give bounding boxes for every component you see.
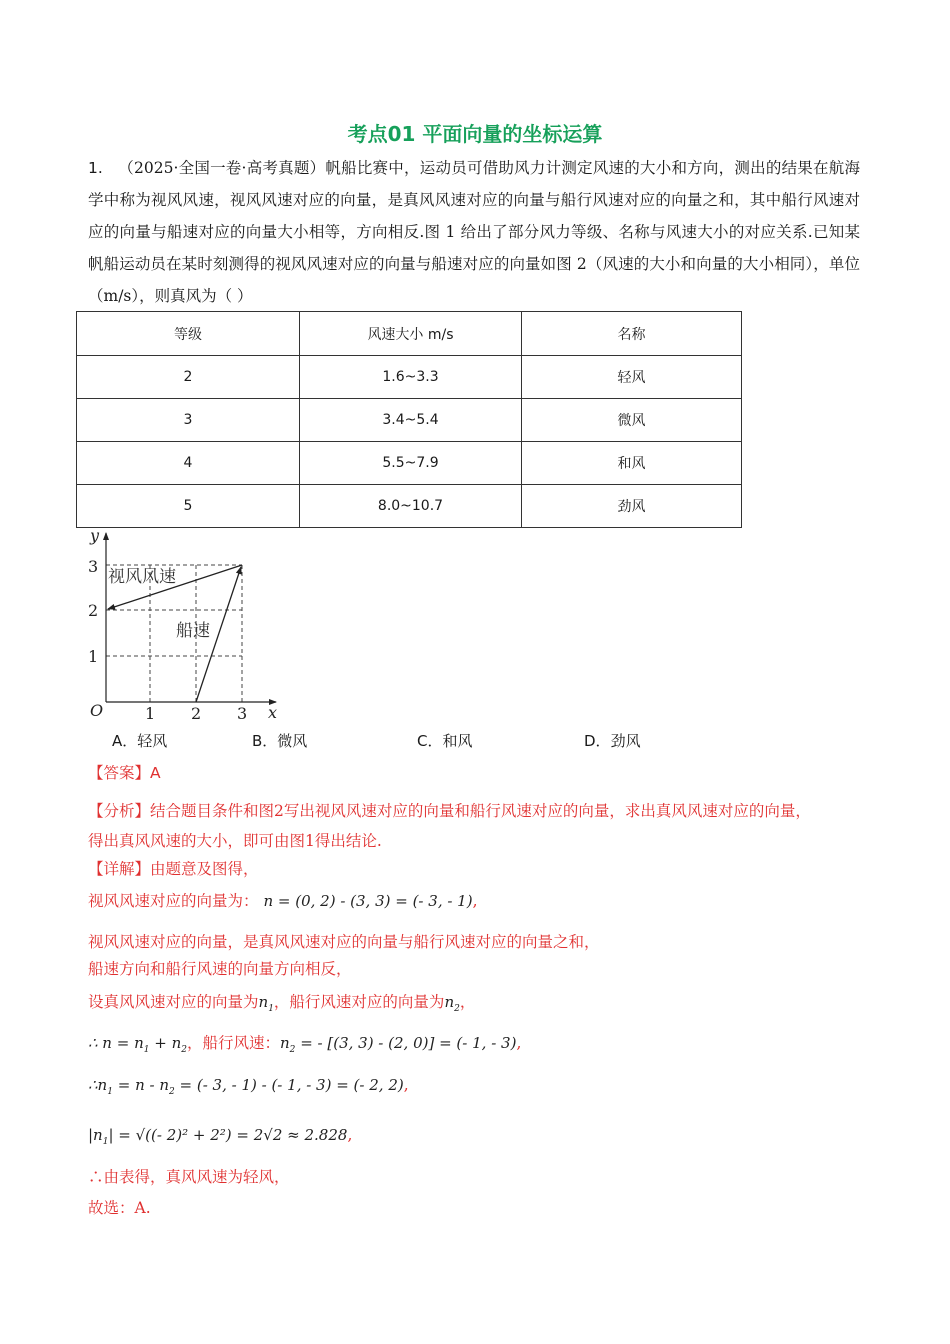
formula: $|n_1|$ = √((- 2)² + 2²) = 2√2 ≈ 2.828: [88, 1126, 348, 1147]
formula: $n_2$: [444, 993, 460, 1014]
table-cell: 3.4~5.4: [300, 399, 522, 442]
option-b[interactable]: [252, 730, 307, 751]
option-text: 劲风: [610, 732, 641, 750]
detail-lines-2-3: [88, 929, 878, 983]
detail-text: 视风风速对应的向量，是真风风速对应的向量与船行风速对应的向量之和，: [88, 933, 600, 951]
detail-line-8: ∴由表得，真风风速为轻风，: [88, 1168, 290, 1186]
analysis-block: [88, 796, 878, 856]
detail-line-6: $\therefore n_1 = n - n_2$ = (- 3, - 1) - (- 1, - 3) = (- 2, 2),: [88, 1076, 409, 1097]
table-cell: 劲风: [522, 485, 742, 528]
table-cell: 4: [77, 442, 300, 485]
x-tick-label: 1: [145, 704, 156, 723]
option-letter: D．: [584, 732, 611, 750]
table-cell: 1.6~3.3: [300, 356, 522, 399]
analysis-line: 得出真风风速的大小，即可由图1得出结论.: [88, 832, 382, 850]
table-header-row: [77, 312, 742, 356]
x-axis-label: x: [268, 703, 278, 722]
table-cell: 2: [77, 356, 300, 399]
detail-line-7: $|n_1|$ = √((- 2)² + 2²) = 2√2 ≈ 2.828,: [88, 1126, 353, 1147]
wind-table: [76, 311, 742, 528]
detail-text: 视风风速对应的向量为：: [88, 892, 259, 910]
table-header: 等级: [77, 312, 300, 356]
detail-text: 设真风风速对应的向量为: [88, 993, 259, 1011]
vector-figure: [80, 525, 295, 725]
y-axis-label: y: [90, 526, 100, 545]
detail-text: ，船行风速：: [186, 1034, 280, 1052]
question-body: 帆船比赛中，运动员可借助风力计测定风速的大小和方向，测出的结果在航海学中称为视风风速，视风风速对应的向量，是真风风速对应的向量与船行风速对应的向量之和，其中船行风速对应的向量与船速对应的向量大小相等，方向相反.图 1 给出了部分风力等级、名称与风速大小的对应关系.已知某帆船运动员在某时刻测得的视风风速对应的向量与船速对应的向量如图 2（风速的大小和向量的大小相同），单位（m/s），则真风为（ ）: [88, 159, 860, 305]
table-cell: 8.0~10.7: [300, 485, 522, 528]
analysis-label: 【分析】: [88, 802, 151, 820]
table-header: 风速大小 m/s: [300, 312, 522, 356]
analysis-line: 结合题目条件和图2写出视风风速对应的向量和船行风速对应的向量，求出真风风速对应的向量，: [150, 802, 811, 820]
punctuation: ，: [459, 993, 476, 1011]
option-d[interactable]: [584, 730, 641, 751]
page-title: 考点01 平面向量的坐标运算: [347, 122, 603, 146]
detail-text: ，船行风速对应的向量为: [273, 993, 445, 1011]
origin-label: O: [90, 701, 104, 720]
answer-value: A: [150, 764, 161, 782]
question-text: [88, 152, 860, 312]
detail-line-4: [88, 991, 878, 1020]
detail-text: 船速方向和船行风速的向量方向相反，: [88, 960, 352, 978]
option-c[interactable]: [417, 730, 473, 751]
answer-options: [0, 730, 950, 756]
detail-label: 【详解】: [88, 860, 151, 878]
option-text: 轻风: [137, 732, 168, 750]
detail-line-1: [88, 890, 878, 912]
y-tick-label: 1: [88, 647, 99, 666]
punctuation: ,: [472, 892, 478, 910]
option-letter: A．: [112, 732, 138, 750]
formula: $\therefore n_1 = n - n_2$ = (- 3, - 1) - (- 1, - 3) = (- 2, 2): [88, 1076, 404, 1097]
table-header: 名称: [522, 312, 742, 356]
option-letter: B．: [252, 732, 278, 750]
table-cell: 3: [77, 399, 300, 442]
detail-intro: [88, 858, 878, 880]
formula: $n_1$: [258, 993, 274, 1014]
table-cell: 5.5~7.9: [300, 442, 522, 485]
option-text: 微风: [277, 732, 308, 750]
formula: n = (0, 2) - (3, 3) = (- 3, - 1): [263, 892, 473, 910]
table-cell: 微风: [522, 399, 742, 442]
apparent-wind-label: 视风风速: [108, 567, 176, 587]
x-tick-label: 3: [237, 704, 248, 723]
table-row: [77, 442, 742, 485]
y-tick-label: 2: [88, 601, 99, 620]
detail-text: 由题意及图得，: [150, 860, 259, 878]
formula: $n_2$ = - [(3, 3) - (2, 0)] = (- 1, - 3): [280, 1034, 517, 1055]
question-source: （2025·全国一卷·高考真题）: [118, 159, 326, 177]
option-letter: C．: [417, 732, 443, 750]
answer-label: 【答案】: [88, 764, 151, 782]
answer-line: [88, 762, 878, 784]
detail-line-9: 故选：A.: [88, 1199, 151, 1217]
table-cell: 轻风: [522, 356, 742, 399]
x-tick-label: 2: [191, 704, 202, 723]
table-cell: 和风: [522, 442, 742, 485]
table-row: [77, 399, 742, 442]
table-row: [77, 356, 742, 399]
option-a[interactable]: [112, 730, 167, 751]
table-cell: 5: [77, 485, 300, 528]
question-number: 1.: [88, 159, 103, 177]
y-tick-label: 3: [88, 557, 99, 576]
table-row: [77, 485, 742, 528]
detail-line-5: ∴ $n = n_1 + n_2$，船行风速：$n_2$ = - [(3, 3) - (2, 0)] = (- 1, - 3),: [88, 1034, 522, 1055]
boat-speed-label: 船速: [176, 621, 210, 641]
formula: ∴ $n = n_1 + n_2$: [88, 1034, 187, 1055]
option-text: 和风: [442, 732, 473, 750]
